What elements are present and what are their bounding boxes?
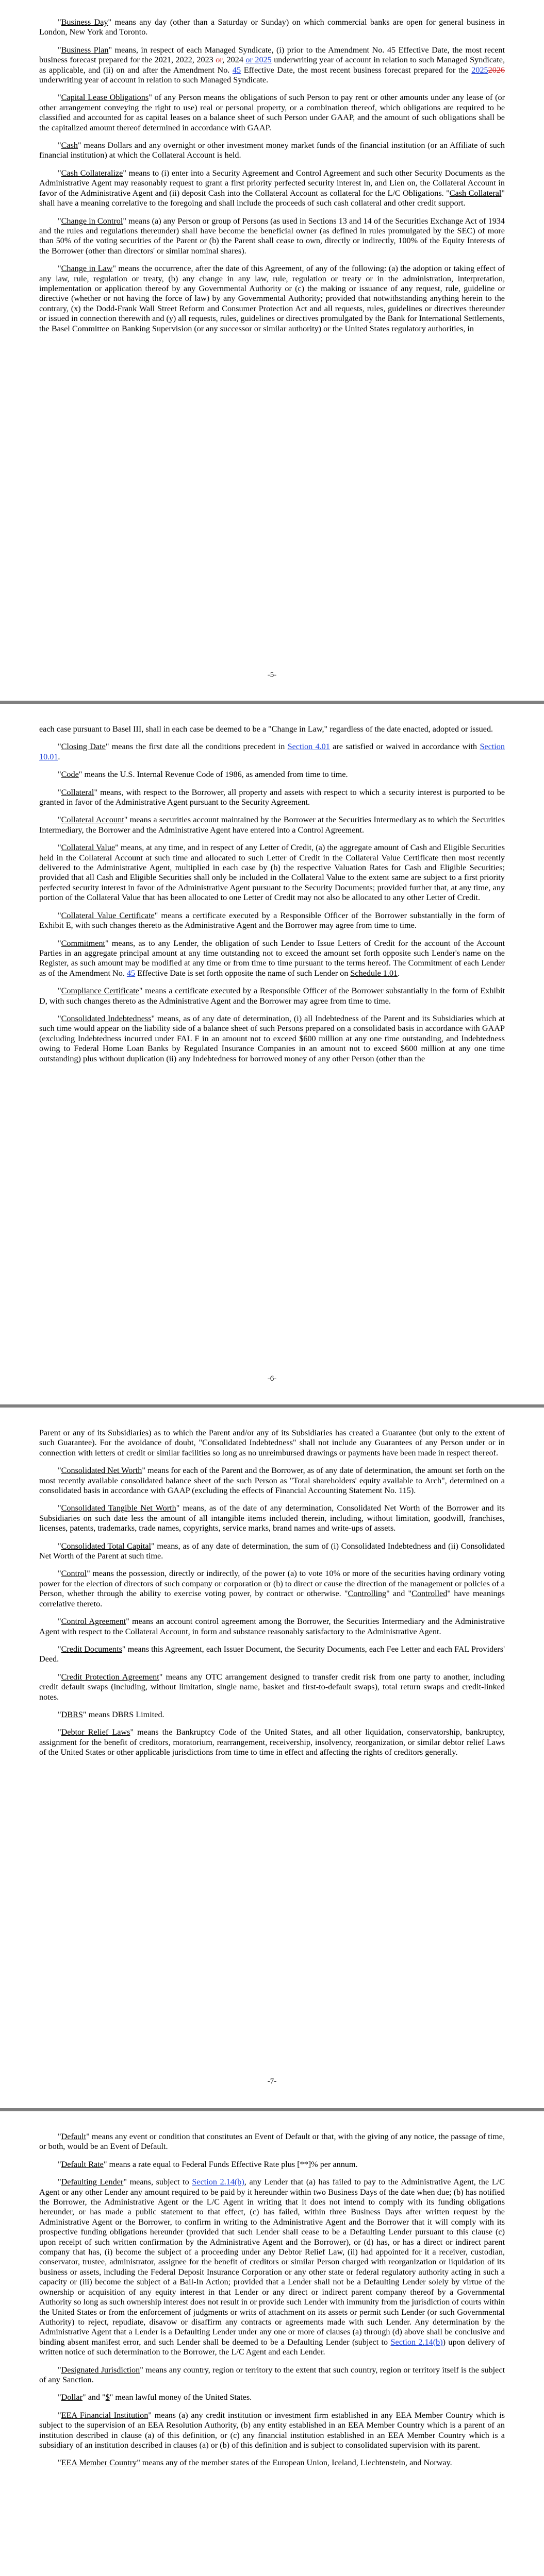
- definition-text: means a certificate executed by a Responsible Officer of the Borrower substantially in the form of Exhibit E, with such changes thereto as the Administrative Agent and the Borrower may agree from time to time.: [39, 910, 505, 930]
- definition-eea-financial-institution: "EEA Financial Institution" means (a) any credit institution or investment firm established in any EEA Member Country which is subject to the supervision of an EEA Resolution Authority, (b) any entity established in an EEA Member Country which is a parent of an institution described in clause (a) of this definition, or (c) any financial institution established in an EEA Member Country which is a subsidiary of an institution described in clauses (a) or (b) of this definition and is subject to consolidated supervision with its parent.: [39, 2410, 505, 2450]
- definition-text: means Dollars and any overnight or other investment money market funds of the financial institution (or an Affiliate of such financial institution) at which the Collateral Account is held.: [39, 141, 505, 160]
- definition-closing-date: "Closing Date" means the first date all the conditions precedent in Section 4.01 are satisfied or waived in accordance with Section 10.01.: [39, 742, 505, 761]
- inserted-text: 45: [126, 968, 136, 978]
- defined-term: Control: [61, 1569, 87, 1579]
- definition-text: " shall have a meaning correlative to the foregoing and shall include the proceeds of such cash collateral and other credit support.: [39, 188, 505, 208]
- defined-term: Credit Documents: [61, 1644, 122, 1654]
- definition-consolidated-indebtedness: "Consolidated Indebtedness" means, as of any date of determination, (i) all Indebtedness of the Parent and its Subsidiaries which at such time would appear on the liability side of a balance sheet of such Persons prepared on a consolidated basis in accordance with GAAP (excluding Indebtedness incurred under FAL F in an amount not to exceed $600 million at any one time outstanding, and Indebtedness owing to Federal Home Loan Banks by Regulated Insurance Companies in an amount not to exceed $600 million at any one time outstanding) plus without duplication (ii) any Indebtedness for borrowed money of any other Person (other than the: [39, 1013, 505, 1063]
- definition-text: means, with respect to the Borrower, all property and assets with respect to which a security interest is purported to be granted in favor of the Administrative Agent pursuant to the Security Agreement.: [39, 787, 505, 807]
- definition-text: means the Bankruptcy Code of the United States, and all other liquidation, conservatorship, bankruptcy, assignment for the benefit of creditors, moratorium, rearrangement, receivership, insolvency, reorganization, or similar debtor relief Laws of the United States or other applicable jurisdictions from time to time in effect and affecting the rights of creditors generally.: [39, 1727, 505, 1757]
- definition-text: means the U.S. Internal Revenue Code of 1986, as amended from time to time.: [82, 770, 348, 779]
- definition-text: " have meanings correlative thereto.: [39, 1589, 505, 1608]
- definition-consolidated-net-worth: "Consolidated Net Worth" means for each of the Parent and the Borrower, as of any date of determination, the amount set forth on the most recently available consolidated balance sheet of the such Person as "Total shareholders' equity available to Arch", determined on a consolidated basis in accordance with GAAP (excluding the effects of Financial Accounting Statement No. 115).: [39, 1466, 505, 1496]
- definition-text: means, subject to: [126, 2177, 192, 2187]
- defined-term: EEA Financial Institution: [61, 2410, 149, 2420]
- definition-dbrs: "DBRS" means DBRS Limited.: [58, 1709, 164, 1719]
- definition-defaulting-lender: "Defaulting Lender" means, subject to Section 2.14(b), any Lender that (a) has failed to pay to the Administrative Agent, the L/C Agent or any other Lender any amount required to be paid by it hereunder within two Business Days of the date when due; (b) has notified the Borrower, the Administrative Agent or the L/C Agent in writing that it does not intend to comply with its funding obligations hereunder, or has made a public statement to that effect, (c) has failed, within three Business Days after written request by the Administrative Agent or the Borrower, to confirm in writing to the Administrative Agent and the Borrower that it will comply with its prospective funding obligations hereunder (provided that such Lender shall cease to be a Defaulting Lender pursuant to this clause (c) upon receipt of such written confirmation by the Administrative Agent and the Borrower), or (d) has, or has a direct or indirect parent company that has, (i) become the subject of a proceeding under any Debtor Relief Law, (ii) had appointed for it a receiver, custodian, conservator, trustee, administrator, assignee for the benefit of creditors or similar Person charged with reorganization or liquidation of its business or assets, including the Federal Deposit Insurance Corporation or any other state or federal regulatory authority acting in such a capacity or (iii) become the subject of a Bail-In Action; provided that a Lender shall not be a Defaulting Lender solely by virtue of the ownership or acquisition of any equity interest in that Lender or any direct or indirect parent company thereof by a Governmental Authority so long as such ownership interest does not result in or provide such Lender with immunity from the jurisdiction of courts within the United States or from the enforcement of judgments or writs of attachment on its assets or permit such Lender (or such Governmental Authority) to reject, repudiate, disavow or disaffirm any contracts or agreements made with such Lender. Any determination by the Administrative Agent that a Lender is a Defaulting Lender under any one or more of clauses (a) through (d) above shall be conclusive and binding absent manifest error, and such Lender shall be deemed to be a Defaulting Lender (subject to Section 2.14(b)) upon delivery of written notice of such determination to the Borrower, the L/C Agent and each Lender.: [39, 2177, 505, 2357]
- definition-text: means the occurrence, after the date of this Agreement, of any of the following: (a) the adoption or taking effect of any law, rule, regulation or treaty, (b) any change in any law, rule, regulation or treaty or in the administration, interpretation, implementation or application thereof by any Governmental Authority or (c) the making or issuance of any request, rule, guideline or directive (whether or not having the force of law) by any Governmental Authority; provided that notwithstanding anything herein to the contrary, (x) the Dodd-Frank Wall Street Reform and Consumer Protection Act and all requests, rules, guidelines or directives thereunder or issued in connection therewith and (y) all requests, rules, guidelines or directives promulgated by the Bank for International Settlements, the Basel Committee on Banking Supervision (or any successor or similar authority) or the United States regulatory authorities, in: [39, 264, 505, 333]
- defined-term: Debtor Relief Laws: [61, 1727, 130, 1737]
- definition-default: "Default" means any event or condition that constitutes an Event of Default or that, with the giving of any notice, the passage of time, or both, would be an Event of Default.: [39, 2132, 505, 2151]
- definition-text: means an account control agreement among the Borrower, the Securities Intermediary and the Administrative Agent with respect to the Collateral Account, in form and substance reasonably satisfactory to the Administrative Agent.: [39, 1617, 505, 1636]
- definition-collateral-value-certificate: "Collateral Value Certificate" means a certificate executed by a Responsible Officer of the Borrower substantially in the form of Exhibit E, with such changes thereto as the Administrative Agent and the Borrower may agree from time to time.: [39, 910, 505, 930]
- defined-term: Business Day: [61, 18, 108, 27]
- defined-term: Change in Law: [61, 264, 113, 274]
- definition-text: , any Lender that (a) has failed to pay to the Administrative Agent, the L/C Agent or any other Lender any amount required to be paid by it hereunder within two Business Days of the date when due; (b) has notified the Borrower, the Administrative Agent or the L/C Agent in writing that it does not intend to comply with its funding obligations hereunder, or has made a public statement to that effect, (c) has failed, within three Business Days after written request by the Administrative Agent or the Borrower, to confirm in writing to the Administrative Agent and the Borrower that it will comply with its prospective funding obligations hereunder (provided that such Lender shall cease to be a Defaulting Lender pursuant to this clause (c) upon receipt of such written confirmation by the Administrative Agent and the Borrower), or (d) has, or has a direct or indirect parent company that has, (i) become the subject of a proceeding under any Debtor Relief Law, (ii) had appointed for it a receiver, custodian, conservator, trustee, administrator, assignee for the benefit of creditors or similar Person charged with reorganization or liquidation of its business or assets, including the Federal Deposit Insurance Corporation or any other state or federal regulatory authority acting in such a capacity or (iii) become the subject of a Bail-In Action; provided that a Lender shall not be a Defaulting Lender solely by virtue of the ownership or acquisition of any equity interest in that Lender or any direct or indirect parent company thereof by a Governmental Authority so long as such ownership interest does not result in or provide such Lender with immunity from the jurisdiction of courts within the United States or from the enforcement of judgments or writs of attachment on its assets or permit such Lender (or such Governmental Authority) to reject, repudiate, disavow or disaffirm any contracts or agreements made with such Lender. Any determination by the Administrative Agent that a Lender is a Defaulting Lender under any one or more of clauses (a) through (d) above shall be conclusive and binding absent manifest error, and such Lender shall be deemed to be a Defaulting Lender (subject to: [39, 2177, 505, 2347]
- definition-text: means this Agreement, each Issuer Document, the Security Documents, each Fee Letter and each FAL Providers' Deed.: [39, 1644, 505, 1664]
- definition-text: and ": [86, 2393, 106, 2402]
- continuation-text: Parent or any of its Subsidiaries) as to which the Parent and/or any of its Subsidiaries has created a Guarantee (but only to the extent of such Guarantee). For the avoidance of doubt, "Consolidated Indebtedness" shall not include any Guarantees of any Person under or in connection with letters of credit or similar facilities so long as no unreimbursed drawings or payments have been made in respect thereof.: [39, 1428, 505, 1458]
- definition-credit-protection-agreement: "Credit Protection Agreement" means any OTC arrangement designed to transfer credit risk from one party to another, including credit default swaps (including, without limitation, single name, basket and first-to-default swaps), total return swaps and credit-linked notes.: [39, 1672, 505, 1702]
- definition-text: " and ": [386, 1589, 412, 1599]
- definition-text: underwriting year of account in relation to such Managed Syndicate, as applicable, and (ii) on and after the Amendment No.: [39, 55, 505, 75]
- defined-term: Control Agreement: [61, 1617, 126, 1626]
- definition-control-agreement: "Control Agreement" means an account control agreement among the Borrower, the Securities Intermediary and the Administrative Agent with respect to the Collateral Account, in form and substance reasonably satisfactory to the Administrative Agent.: [39, 1617, 505, 1636]
- definition-text: means, in respect of each Managed Syndicate, (i) prior to the Amendment No. 45 Effective Date, the most recent business forecast prepared for the 2021, 2022, 2023: [39, 45, 505, 65]
- definition-text: of any Person means the obligations of such Person to pay rent or other amounts under any lease of (or other arrangement conveying the right to use) real or personal property, or a combination thereof, which obligations are required to be classified and accounted for as capital leases on a balance sheet of such Person under GAAP, and the amount of such obligations shall be the capitalized amount thereof determined in accordance with GAAP.: [39, 93, 505, 132]
- section-link[interactable]: Section 10.01: [39, 742, 505, 761]
- definition-text: .: [58, 752, 60, 761]
- section-link[interactable]: Section 2.14(b): [390, 2337, 443, 2347]
- definition-text: means any OTC arrangement designed to transfer credit risk from one party to another, including credit default swaps (including, without limitation, single name, basket and first-to-default swaps), total return swaps and credit-linked notes.: [39, 1672, 505, 1702]
- definition-text: are satisfied or waived in accordance with: [329, 742, 480, 752]
- definition-text: means the first date all the conditions precedent in: [109, 742, 288, 752]
- defined-term: Consolidated Tangible Net Worth: [61, 1503, 176, 1513]
- defined-term: Commitment: [61, 938, 106, 948]
- document-page-7: [0, 1408, 544, 2108]
- inserted-text: or 2025: [245, 55, 272, 65]
- page-content: [39, 2132, 505, 2476]
- definition-text: means, as of the date of any determination, Consolidated Net Worth of the Borrower and its Subsidiaries on such date less the amount of all intangible items included therein, including, without limitation, goodwill, franchises, licenses, patents, trademarks, trade names, copyrights, service marks, brand names and write-ups of assets.: [39, 1503, 505, 1533]
- definition-credit-documents: "Credit Documents" means this Agreement, each Issuer Document, the Security Documents, each Fee Letter and each FAL Providers' Deed.: [39, 1644, 505, 1664]
- definition-text: , 2024: [222, 55, 246, 65]
- defined-term: $: [105, 2393, 110, 2402]
- definition-cash: "Cash" means Dollars and any overnight or other investment money market funds of the financial institution (or an Affiliate of such financial institution) at which the Collateral Account is held.: [39, 141, 505, 160]
- definition-text: means any country, region or territory to the extent that such country, region or territory itself is the subject of any Sanction.: [39, 2365, 505, 2384]
- defined-term: Dollar: [61, 2393, 83, 2402]
- page-number: -5-: [267, 671, 277, 679]
- definition-commitment: "Commitment" means, as to any Lender, the obligation of such Lender to Issue Letters of Credit for the account of the Account Parties in an aggregate principal amount at any time outstanding not to exceed the amount set forth opposite such Lender's name on the Register, as such amount may be modified at any time or from time to time pursuant to the terms hereof. The Commitment of each Lender as of the Amendment No. 45 Effective Date is set forth opposite the name of such Lender on Schedule 1.01.: [39, 938, 505, 978]
- defined-term: Default Rate: [61, 2159, 104, 2169]
- defined-term: Cash Collateral: [449, 188, 502, 198]
- page-content: [39, 18, 505, 342]
- defined-term: Consolidated Net Worth: [61, 1466, 142, 1476]
- defined-term: Default: [61, 2132, 87, 2141]
- definition-text: Effective Date, the most recent business forecast prepared for the: [241, 65, 472, 75]
- definition-eea-member-country: "EEA Member Country" means any of the member states of the European Union, Iceland, Liechtenstein, and Norway.: [58, 2458, 452, 2468]
- defined-term: Compliance Certificate: [61, 986, 139, 996]
- definition-text: means (a) any Person or group of Persons (as used in Sections 13 and 14 of the Securities Exchange Act of 1934 and the rules and regulations thereunder) shall have become the beneficial owner (as defined in rules promulgated by the SEC) of more than 50% of the voting securities of the Parent or (b) the Parent shall cease to own, directly or indirectly, 100% of the Equity Interests of the Borrower (other than directors' or similar nominal shares).: [39, 216, 505, 256]
- definition-text: means for each of the Parent and the Borrower, as of any date of determination, the amount set forth on the most recently available consolidated balance sheet of the such Person as "Total shareholders' equity available to Arch", determined on a consolidated basis in accordance with GAAP (excluding the effects of Financial Accounting Statement No. 115).: [39, 1466, 505, 1496]
- page-number: -7-: [267, 2077, 277, 2086]
- document-page-6: [0, 704, 544, 1404]
- definition-text: means the possession, directly or indirectly, of the power (a) to vote 10% or more of the securities having ordinary voting power for the election of directors of such company or corporation or (b) to direct or cause the direction of the management or policies of a Person, whether through the ability to exercise voting power, by contract or otherwise. ": [39, 1569, 505, 1599]
- definition-text: means, at any time, and in respect of any Letter of Credit, (a) the aggregate amount of Cash and Eligible Securities held in the Collateral Account at such time and allocated to such Letter of Credit in the Collateral Value Certificate then most recently delivered to the Administrative Agent, multiplied in each case by (b) the respective Valuation Rates for Cash and Eligible Securities; provided that all Cash and Eligible Securities shall only be included in the Collateral Value to the extent same are subject to a first priority perfected security interest in favor of the Administrative Agent pursuant to the Security Documents; provided further that, at any time, any portion of the Collateral Value that has been allocated to one Letter of Credit may not also be allocated to any other Letter of Credit.: [39, 843, 505, 903]
- inserted-text: 45: [232, 65, 241, 75]
- definition-collateral-account: "Collateral Account" means a securities account maintained by the Borrower at the Securities Intermediary as to which the Securities Intermediary, the Borrower and the Administrative Agent have entered into a Control Agreement.: [39, 815, 505, 835]
- definition-text: Effective Date is set forth opposite the name of such Lender on: [135, 968, 351, 978]
- section-link[interactable]: Section 2.14(b): [192, 2177, 244, 2187]
- defined-term: Cash Collateralize: [61, 168, 123, 178]
- definition-capital-lease-obligations: "Capital Lease Obligations" of any Person means the obligations of such Person to pay rent or other amounts under any lease of (or other arrangement conveying the right to use) real or personal property, or a combination thereof, which obligations are required to be classified and accounted for as capital leases on a balance sheet of such Person under GAAP, and the amount of such obligations shall be the capitalized amount thereof determined in accordance with GAAP.: [39, 93, 505, 132]
- defined-term: Collateral Value: [61, 843, 116, 853]
- defined-term: Defaulting Lender: [61, 2177, 124, 2187]
- definition-cash-collateralize: "Cash Collateralize" means to (i) enter into a Security Agreement and Control Agreement and such other Security Documents as the Administrative Agent may reasonably request to grant a first priority perfected security interest in, and Lien on, the Collateral Account in favor of the Administrative Agent and (ii) deposit Cash into the Collateral Account as collateral for the L/C Obligations. "Cash Collateral" shall have a meaning correlative to the foregoing and shall include the proceeds of such cash collateral and other credit support.: [39, 168, 505, 208]
- definition-collateral: "Collateral" means, with respect to the Borrower, all property and assets with respect to which a security interest is purported to be granted in favor of the Administrative Agent pursuant to the Security Agreement.: [39, 787, 505, 807]
- definition-collateral-value: "Collateral Value" means, at any time, and in respect of any Letter of Credit, (a) the aggregate amount of Cash and Eligible Securities held in the Collateral Account at such time and allocated to such Letter of Credit in the Collateral Value Certificate then most recently delivered to the Administrative Agent, multiplied in each case by (b) the respective Valuation Rates for Cash and Eligible Securities; provided that all Cash and Eligible Securities shall only be included in the Collateral Value to the extent same are subject to a first priority perfected security interest in favor of the Administrative Agent pursuant to the Security Documents; provided further that, at any time, any portion of the Collateral Value that has been allocated to one Letter of Credit may not also be allocated to any other Letter of Credit.: [39, 843, 505, 903]
- defined-term: Cash: [61, 141, 78, 150]
- definition-designated-jurisdiction: "Designated Jurisdiction" means any country, region or territory to the extent that such country, region or territory itself is the subject of any Sanction.: [39, 2365, 505, 2384]
- continuation-text: each case pursuant to Basel III, shall in each case be deemed to be a "Change in Law," regardless of the date enacted, adopted or issued.: [39, 724, 493, 734]
- definition-text: .: [398, 968, 400, 978]
- definition-text: means to (i) enter into a Security Agreement and Control Agreement and such other Security Documents as the Administrative Agent may reasonably request to grant a first priority perfected security interest in, and Lien on, the Collateral Account in favor of the Administrative Agent and (ii) deposit Cash into the Collateral Account as collateral for the L/C Obligations. ": [39, 168, 505, 198]
- schedule-reference: Schedule 1.01: [350, 968, 398, 978]
- defined-term: Consolidated Indebtedness: [61, 1013, 152, 1023]
- defined-term: Closing Date: [61, 742, 106, 752]
- defined-term: Business Plan: [61, 45, 109, 55]
- inserted-text: 2025: [471, 65, 488, 75]
- defined-term: DBRS: [61, 1709, 83, 1719]
- definition-change-in-law: "Change in Law" means the occurrence, after the date of this Agreement, of any of the following: (a) the adoption or taking effect of any law, rule, regulation or treaty, (b) any change in any law, rule, regulation or treaty or in the administration, interpretation, implementation or application thereof by any Governmental Authority or (c) the making or issuance of any request, rule, guideline or directive (whether or not having the force of law) by any Governmental Authority; provided that notwithstanding anything herein to the contrary, (x) the Dodd-Frank Wall Street Reform and Consumer Protection Act and all requests, rules, guidelines or directives thereunder or issued in connection therewith and (y) all requests, rules, guidelines or directives promulgated by the Bank for International Settlements, the Basel Committee on Banking Supervision (or any successor or similar authority) or the United States regulatory authorities, in: [39, 264, 505, 333]
- defined-term: Capital Lease Obligations: [61, 93, 149, 103]
- page-content: [39, 1428, 505, 1766]
- definition-consolidated-total-capital: "Consolidated Total Capital" means, as of any date of determination, the sum of (i) Consolidated Indebtedness and (ii) Consolidated Net Worth of the Parent at such time.: [39, 1541, 505, 1561]
- definition-text: means, as to any Lender, the obligation of such Lender to Issue Letters of Credit for the account of the Account Parties in an aggregate principal amount at any time outstanding not to exceed the amount set forth opposite such Lender's name on the Register, as such amount may be modified at any time or from time to time pursuant to the terms hereof. The Commitment of each Lender as of the Amendment No.: [39, 938, 505, 978]
- defined-term: Change in Control: [61, 216, 123, 226]
- definition-text: underwriting year of account in relation to such Managed Syndicate.: [39, 75, 269, 85]
- definition-text: means any of the member states of the European Union, Iceland, Liechtenstein, and Norway.: [140, 2458, 452, 2468]
- definition-business-plan: "Business Plan" means, in respect of each Managed Syndicate, (i) prior to the Amendment No. 45 Effective Date, the most recent business forecast prepared for the 2021, 2022, 2023 or, 2024 or 2025 underwriting year of account in relation to such Managed Syndicate, as applicable, and (ii) on and after the Amendment No. 45 Effective Date, the most recent business forecast prepared for the 20252026 underwriting year of account in relation to such Managed Syndicate.: [39, 45, 505, 85]
- defined-term: EEA Member Country: [61, 2458, 137, 2468]
- definition-text: means, as of any date of determination, the sum of (i) Consolidated Indebtedness and (ii) Consolidated Net Worth of the Parent at such time.: [39, 1541, 505, 1561]
- definition-business-day: "Business Day" means any day (other than a Saturday or Sunday) on which commercial banks are open for general business in London, New York and Toronto.: [39, 18, 505, 37]
- section-link[interactable]: Section 4.01: [287, 742, 330, 752]
- defined-term: Collateral Value Certificate: [61, 910, 155, 920]
- deleted-text: or: [216, 55, 223, 65]
- definition-text: means (a) any credit institution or investment firm established in any EEA Member Country which is subject to the supervision of an EEA Resolution Authority, (b) any entity established in an EEA Member Country which is a parent of an institution described in clause (a) of this definition, or (c) any financial institution established in an EEA Member Country which is a subsidiary of an institution described in clauses (a) or (b) of this definition and is subject to consolidated supervision with its parent.: [39, 2410, 505, 2450]
- deleted-text: 2026: [488, 65, 505, 75]
- definition-dollar: "Dollar" and "$" mean lawful money of the United States.: [58, 2393, 252, 2402]
- definition-debtor-relief-laws: "Debtor Relief Laws" means the Bankruptcy Code of the United States, and all other liquidation, conservatorship, bankruptcy, assignment for the benefit of creditors, moratorium, rearrangement, receivership, insolvency, reorganization, or similar debtor relief Laws of the United States or other applicable jurisdictions from time to time in effect and affecting the rights of creditors generally.: [39, 1727, 505, 1757]
- definition-text: means any event or condition that constitutes an Event of Default or that, with the giving of any notice, the passage of time, or both, would be an Event of Default.: [39, 2132, 505, 2151]
- defined-term: Controlling: [348, 1589, 387, 1599]
- definition-text: means DBRS Limited.: [86, 1709, 164, 1719]
- definition-text: means a securities account maintained by the Borrower at the Securities Intermediary as to which the Securities Intermediary, the Borrower and the Administrative Agent have entered into a Control Agreement.: [39, 815, 505, 835]
- defined-term: Collateral: [61, 787, 94, 797]
- definition-control: "Control" means the possession, directly or indirectly, of the power (a) to vote 10% or more of the securities having ordinary voting power for the election of directors of such company or corporation or (b) to direct or cause the direction of the management or policies of a Person, whether through the ability to exercise voting power, by contract or otherwise. "Controlling" and "Controlled" have meanings correlative thereto.: [39, 1569, 505, 1608]
- definition-text: means a certificate executed by a Responsible Officer of the Borrower substantially in the form of Exhibit D, with such changes thereto as the Administrative Agent and the Borrower may agree from time to time.: [39, 986, 505, 1006]
- defined-term: Code: [61, 770, 79, 779]
- defined-term: Collateral Account: [61, 815, 124, 825]
- definition-default-rate: "Default Rate" means a rate equal to Federal Funds Effective Rate plus [**]% per annum.: [58, 2159, 358, 2169]
- definition-text: ) upon delivery of written notice of such determination to the Borrower, the L/C Agent and each Lender.: [39, 2337, 505, 2357]
- definition-code: "Code" means the U.S. Internal Revenue Code of 1986, as amended from time to time.: [58, 770, 348, 779]
- definition-text: means, as of any date of determination, (i) all Indebtedness of the Parent and its Subsidiaries which at such time would appear on the liability side of a balance sheet of such Persons prepared on a consolidated basis in accordance with GAAP (excluding Indebtedness incurred under FAL F in an amount not to exceed $600 million at any one time outstanding, and Indebtedness owing to Federal Home Loan Banks by Regulated Insurance Companies in an amount not to exceed $600 million at any one time outstanding) plus without duplication (ii) any Indebtedness for borrowed money of any other Person (other than the: [39, 1013, 505, 1063]
- defined-term: Designated Jurisdiction: [61, 2365, 140, 2375]
- document-page-8: [0, 2111, 544, 2576]
- defined-term: Consolidated Total Capital: [61, 1541, 151, 1551]
- definition-compliance-certificate: "Compliance Certificate" means a certificate executed by a Responsible Officer of the Borrower substantially in the form of Exhibit D, with such changes thereto as the Administrative Agent and the Borrower may agree from time to time.: [39, 986, 505, 1006]
- definition-consolidated-tangible-net-worth: "Consolidated Tangible Net Worth" means, as of the date of any determination, Consolidated Net Worth of the Borrower and its Subsidiaries on such date less the amount of all intangible items included therein, including, without limitation, goodwill, franchises, licenses, patents, trademarks, trade names, copyrights, service marks, brand names and write-ups of assets.: [39, 1503, 505, 1533]
- defined-term: Controlled: [411, 1589, 448, 1599]
- definition-text: " mean lawful money of the United States.: [109, 2393, 252, 2402]
- document-page-5: [0, 0, 544, 701]
- page-content: [39, 724, 505, 1072]
- definition-text: means any day (other than a Saturday or Sunday) on which commercial banks are open for general business in London, New York and Toronto.: [39, 18, 505, 37]
- defined-term: Credit Protection Agreement: [61, 1672, 159, 1682]
- page-number: -6-: [267, 1375, 277, 1383]
- definition-change-in-control: "Change in Control" means (a) any Person or group of Persons (as used in Sections 13 and 14 of the Securities Exchange Act of 1934 and the rules and regulations thereunder) shall have become the beneficial owner (as defined in rules promulgated by the SEC) of more than 50% of the voting securities of the Parent or (b) the Parent shall cease to own, directly or indirectly, 100% of the Equity Interests of the Borrower (other than directors' or similar nominal shares).: [39, 216, 505, 256]
- definition-text: means a rate equal to Federal Funds Effective Rate plus [**]% per annum.: [107, 2159, 358, 2169]
